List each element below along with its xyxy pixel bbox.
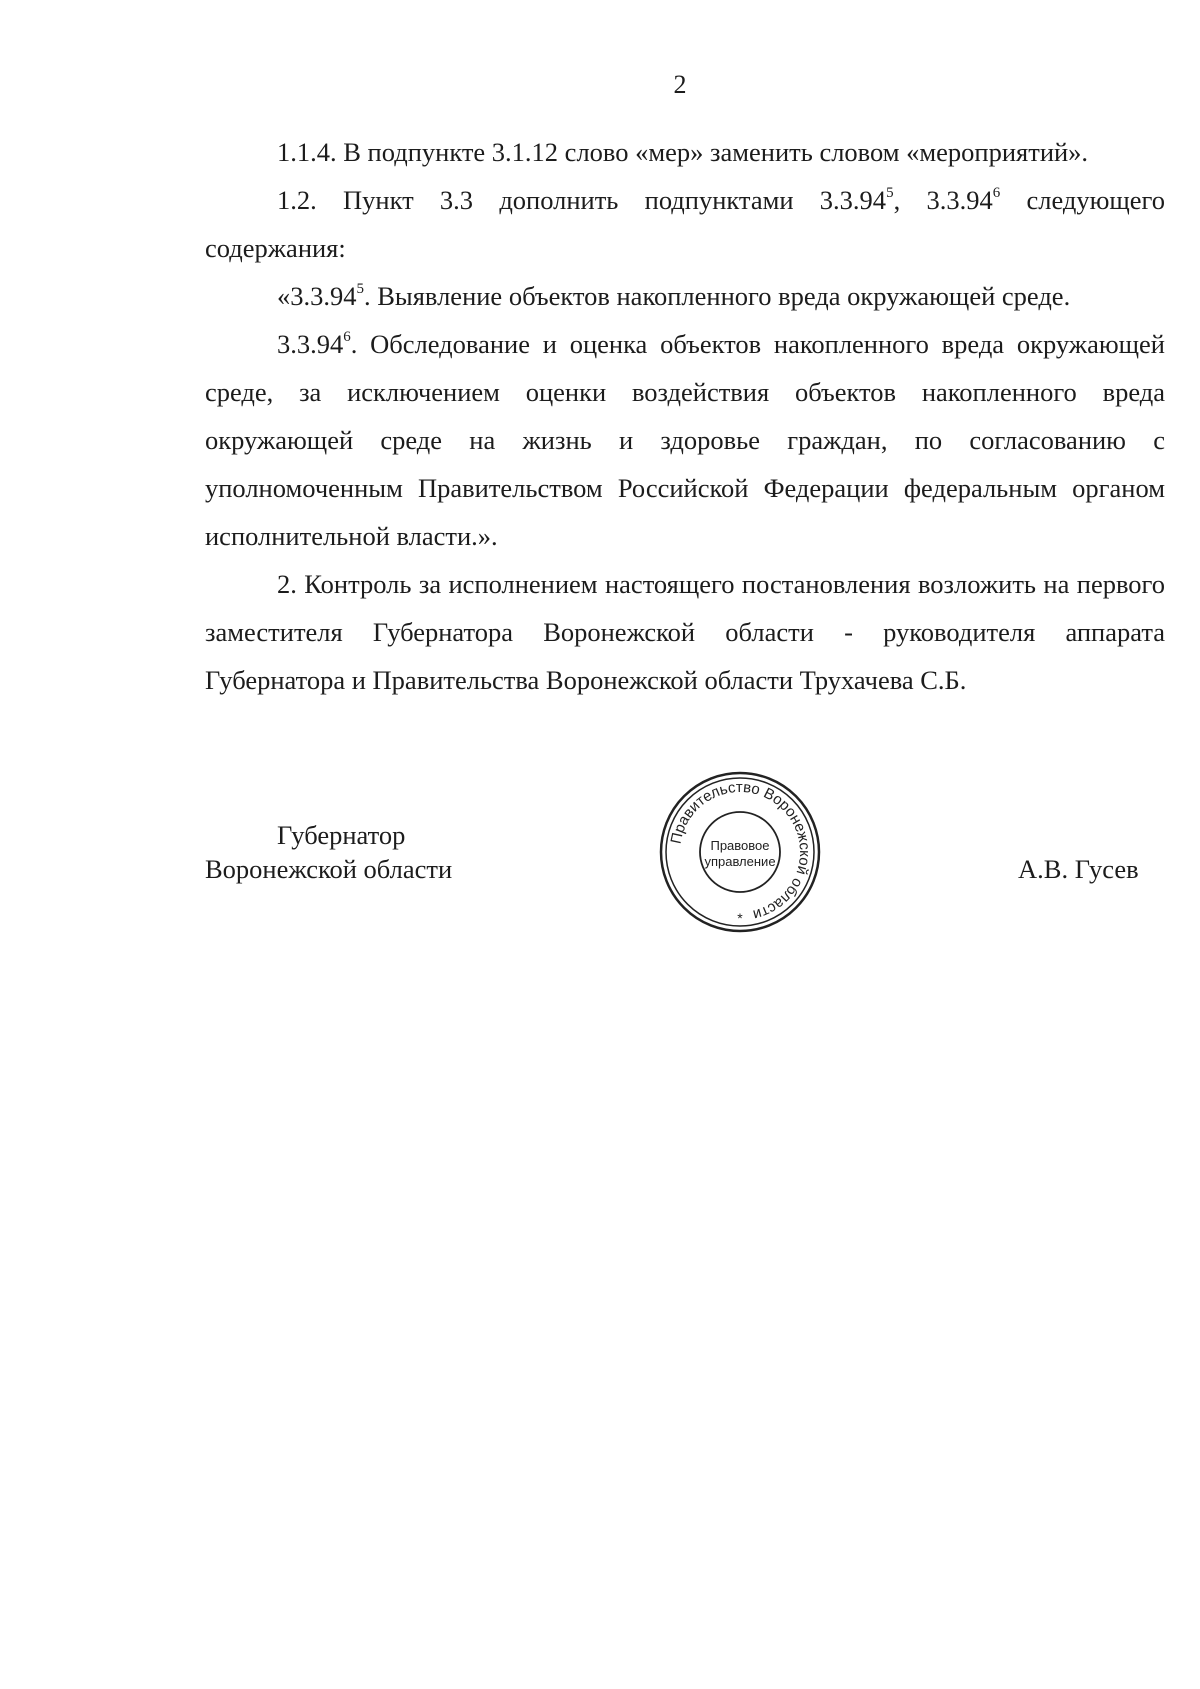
paragraph-1-1-4 (205, 128, 1165, 176)
page-number: 2 (673, 70, 687, 99)
paragraph-text: 1.1.4. В подпункте 3.1.12 слово «мер» заменить словом «мероприятий». (277, 137, 1089, 167)
stamp-seal (658, 770, 822, 934)
paragraph-text: «3.3.94 (277, 281, 357, 311)
paragraph-text: следующего содержания: (205, 185, 1166, 263)
stamp-center-line1: Правовое (710, 838, 770, 853)
paragraph-text: , 3.3.94 (893, 185, 993, 215)
paragraph-text: 2. Контроль за исполнением настоящего постановления возложить на первого заместителя Губернатора Воронежской области - руководителя аппарата Губернатора и Правительства Воронежской области Трухачева С.Б. (205, 569, 1165, 695)
paragraph-3-3-94-5 (205, 272, 1165, 320)
signature-title (205, 818, 452, 886)
superscript: 6 (992, 185, 1001, 202)
document-body (205, 128, 1165, 704)
superscript: 6 (343, 329, 351, 346)
signature-title-line2: Воронежской области (205, 854, 453, 884)
paragraph-3-3-94-6 (205, 320, 1165, 560)
superscript: 5 (886, 185, 894, 202)
signature-title-line1: Губернатор (277, 820, 406, 850)
stamp-center-line2: управление (704, 854, 776, 869)
paragraph-text: . Выявление объектов накопленного вреда окружающей среде. (364, 281, 1071, 311)
paragraph-1-2 (205, 176, 1165, 272)
paragraph-text: . Обследование и оценка объектов накопленного вреда окружающей среде, за исключением оценки воздействия объектов накопленного вреда окружающей среде на жизнь и здоровье граждан, по согласованию с уполномоченным Правительством Российской Федерации федеральным органом исполнительной власти.». (205, 329, 1165, 551)
stamp-ring-text: Правительство Воронежской области (667, 778, 814, 924)
superscript: 5 (356, 281, 364, 298)
signature-name: А.В. Гусев (1018, 854, 1139, 884)
stamp-star: * (737, 910, 743, 926)
paragraph-text: 1.2. Пункт 3.3 дополнить подпунктами 3.3.94 (277, 185, 887, 215)
paragraph-text: 3.3.94 (277, 329, 344, 359)
paragraph-2-control (205, 560, 1165, 704)
